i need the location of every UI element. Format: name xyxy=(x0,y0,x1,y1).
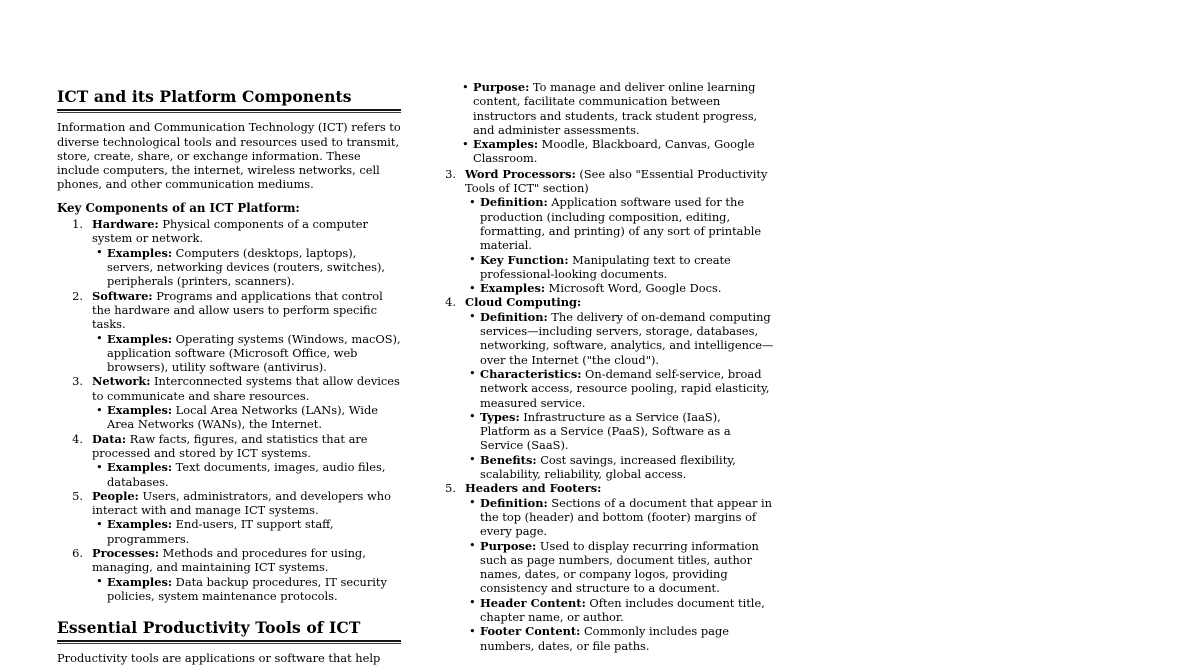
list-item xyxy=(468,310,774,367)
bullet-dot-icon: • xyxy=(469,280,476,295)
key-components-subheading: Key Components of an ICT Platform: xyxy=(57,200,300,215)
list-item xyxy=(430,481,774,653)
list-item xyxy=(468,453,774,482)
list-item xyxy=(95,517,401,546)
item-label: Hardware: xyxy=(92,217,159,232)
list-item xyxy=(468,281,774,295)
bullet-dot-icon: • xyxy=(96,402,103,417)
list-number-marker xyxy=(65,374,83,388)
bullet-dot-icon: • xyxy=(469,452,476,467)
bullet-dot-icon: • xyxy=(469,194,476,209)
list-number-marker xyxy=(65,289,83,303)
list-number-marker xyxy=(65,489,83,503)
bullet-dot-icon: • xyxy=(469,309,476,324)
bullet-text: Often includes document title, chapter name, or author. xyxy=(480,595,765,624)
list-item xyxy=(468,539,774,596)
list-number-marker xyxy=(65,432,83,446)
bullet-text: Operating systems (Windows, macOS), application software (Microsoft Office, web browsers), utility software (antivirus). xyxy=(107,331,401,375)
examples-bullet-list xyxy=(465,195,774,295)
item-label: Data: xyxy=(92,431,127,446)
bullet-label: Purpose: xyxy=(480,538,537,553)
item-text: Methods and procedures for using, managing, and maintaining ICT systems. xyxy=(92,545,366,575)
bullet-label: Examples: xyxy=(107,517,173,532)
bullet-label: Examples: xyxy=(107,460,173,475)
bullet-dot-icon: • xyxy=(469,252,476,267)
item-label: Processes: xyxy=(92,545,160,560)
bullet-dot-icon: • xyxy=(96,574,103,589)
item-text: Users, administrators, and developers who interact with and manage ICT systems. xyxy=(92,488,391,518)
list-item xyxy=(57,217,401,288)
item-label: Network: xyxy=(92,374,151,389)
bullet-label: Definition: xyxy=(480,195,548,210)
list-item xyxy=(95,460,401,489)
bullet-dot-icon: • xyxy=(462,136,469,151)
bullet-text: Cost savings, increased flexibility, scalability, reliability, global access. xyxy=(480,452,736,482)
list-item xyxy=(468,596,774,625)
list-item xyxy=(468,410,774,453)
list-item xyxy=(468,496,774,539)
list-number-marker xyxy=(438,481,456,495)
bullet-text: Computers (desktops, laptops), servers, networking devices (routers, switches), peripherals (printers, scanners). xyxy=(107,245,386,289)
bullet-text: Used to display recurring information such as page numbers, document titles, author names, dates, or company logos, providing consistency and structure to a document. xyxy=(480,538,759,596)
bullet-text: End-users, IT support staff, programmers. xyxy=(107,517,334,546)
bullet-label: Examples: xyxy=(107,331,173,346)
bullet-label: Examples: xyxy=(473,137,539,152)
productivity-rule xyxy=(57,640,401,644)
bullet-dot-icon: • xyxy=(469,623,476,638)
list-item xyxy=(57,489,401,546)
list-item xyxy=(430,167,774,296)
list-item xyxy=(430,295,774,481)
section-title-productivity: Essential Productivity Tools of ICT xyxy=(57,618,361,638)
bullet-dot-icon: • xyxy=(96,245,103,260)
list-item xyxy=(468,253,774,282)
list-item xyxy=(468,195,774,252)
list-number-marker xyxy=(65,217,83,231)
bullet-text: Data backup procedures, IT security policies, system maintenance protocols. xyxy=(107,574,387,603)
item-label: Word Processors: xyxy=(465,166,576,181)
examples-bullet-list xyxy=(92,403,401,432)
bullet-text: Commonly includes page numbers, dates, or file paths. xyxy=(480,624,729,653)
bullet-dot-icon: • xyxy=(469,595,476,610)
bullet-dot-icon: • xyxy=(469,495,476,510)
item-text: Raw facts, figures, and statistics that are processed and stored by ICT systems. xyxy=(92,431,368,460)
list-item xyxy=(95,332,401,375)
bullet-text: Infrastructure as a Service (IaaS), Platform as a Service (PaaS), Software as a Service (SaaS). xyxy=(480,409,731,453)
bullet-text: Application software used for the production (including composition, editing, formatting, and printing) of any sort of printable material. xyxy=(480,195,762,253)
list-item xyxy=(57,432,401,489)
item-text: (See also "Essential Productivity Tools of ICT" section) xyxy=(465,166,768,196)
bullet-dot-icon: • xyxy=(96,331,103,346)
examples-bullet-list xyxy=(465,310,774,482)
bullet-label: Purpose: xyxy=(473,80,530,94)
list-item xyxy=(57,374,401,431)
examples-bullet-list xyxy=(92,460,401,489)
bullet-label: Examples: xyxy=(480,281,546,296)
key-components-list xyxy=(57,217,401,603)
list-item xyxy=(57,289,401,375)
intro-paragraph: Information and Communication Technology (ICT) refers to diverse technological tools and resources used to transmit, store, create, share, or exchange information. These include computers, the internet, wireless networks, cell phones, and other communication mediums. xyxy=(57,120,401,192)
bullet-label: Definition: xyxy=(480,495,548,510)
item-label: Cloud Computing: xyxy=(465,295,582,310)
examples-bullet-list xyxy=(465,496,774,653)
examples-bullet-list xyxy=(92,575,401,604)
bullet-text: To manage and deliver online learning content, facilitate communication between instructors and students, track student progress, and administer assessments. xyxy=(473,80,758,137)
list-item xyxy=(95,246,401,289)
bullet-text: Local Area Networks (LANs), Wide Area Networks (WANs), the Internet. xyxy=(107,403,378,432)
bullet-text: Sections of a document that appear in the top (header) and bottom (footer) margins of every page. xyxy=(480,495,773,539)
productivity-intro: Productivity tools are applications or software that help xyxy=(57,651,381,666)
bullet-text: The delivery of on-demand computing services—including servers, storage, databases, networking, software, analytics, and intelligence—over the Internet ("the cloud"). xyxy=(480,309,774,367)
bullet-text: On-demand self-service, broad network access, resource pooling, rapid elasticity, measured service. xyxy=(480,366,770,410)
examples-bullet-list xyxy=(92,517,401,546)
list-item xyxy=(461,80,774,137)
list-item xyxy=(95,575,401,604)
list-item xyxy=(468,624,774,653)
bullet-label: Footer Content: xyxy=(480,624,581,639)
list-number-marker xyxy=(65,546,83,560)
bullet-label: Types: xyxy=(480,409,520,424)
list-item xyxy=(468,367,774,410)
bullet-dot-icon: • xyxy=(469,409,476,424)
bullet-label: Examples: xyxy=(107,403,173,418)
item-label: Headers and Footers: xyxy=(465,481,602,496)
bullet-label: Examples: xyxy=(107,574,173,589)
bullet-text: Moodle, Blackboard, Canvas, Google Classroom. xyxy=(473,137,755,166)
list-item xyxy=(57,546,401,603)
bullet-label: Definition: xyxy=(480,309,548,324)
bullet-dot-icon: • xyxy=(96,516,103,531)
bullet-label: Benefits: xyxy=(480,452,537,467)
item-text: Physical components of a computer system or network. xyxy=(92,217,368,246)
list-number-marker xyxy=(438,295,456,309)
page-title: ICT and its Platform Components xyxy=(57,87,352,106)
bullet-dot-icon: • xyxy=(462,79,469,94)
item-text: Programs and applications that control the hardware and allow users to perform specific tasks. xyxy=(92,288,383,332)
bullet-label: Header Content: xyxy=(480,595,586,610)
left-column xyxy=(57,88,401,666)
title-rule xyxy=(57,109,401,113)
ict-platform-list-continued xyxy=(430,167,774,653)
examples-bullet-list xyxy=(92,246,401,289)
bullet-dot-icon: • xyxy=(469,538,476,552)
bullet-dot-icon: • xyxy=(96,459,103,474)
item-label: People: xyxy=(92,488,139,503)
list-number-marker xyxy=(438,167,456,181)
examples-bullet-list xyxy=(92,332,401,375)
list-item xyxy=(461,137,774,166)
continued-bullets xyxy=(430,80,774,166)
bullet-text: Microsoft Word, Google Docs. xyxy=(545,281,722,296)
bullet-label: Examples: xyxy=(107,245,173,260)
bullet-text: Text documents, images, audio files, databases. xyxy=(107,460,386,489)
item-label: Software: xyxy=(92,288,153,303)
bullet-text: Manipulating text to create professional-looking documents. xyxy=(480,252,731,281)
bullet-dot-icon: • xyxy=(469,366,476,381)
item-text: Interconnected systems that allow devices to communicate and share resources. xyxy=(92,374,400,403)
list-item xyxy=(95,403,401,432)
bullet-label: Key Function: xyxy=(480,252,569,267)
bullet-label: Characteristics: xyxy=(480,366,582,381)
right-column xyxy=(430,80,774,653)
